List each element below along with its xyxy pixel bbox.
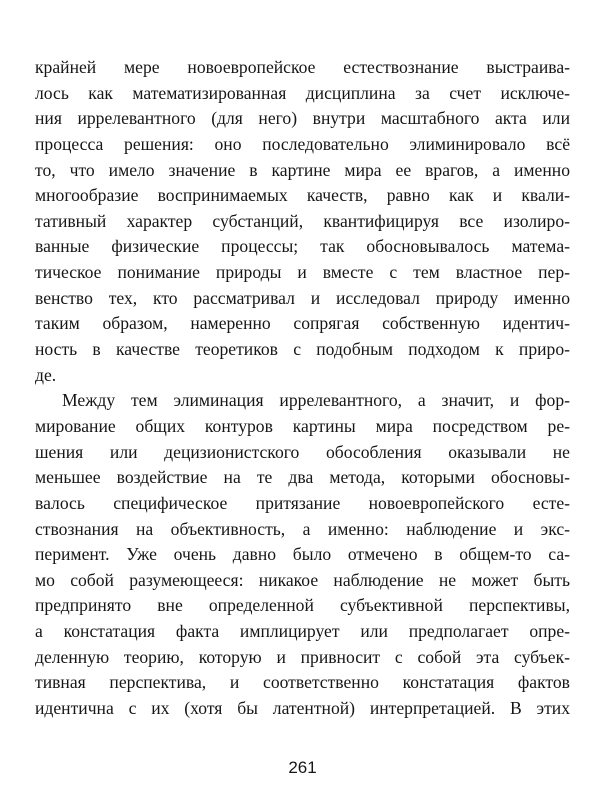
text-line: де. bbox=[35, 364, 57, 385]
text-line: мирование общих контуров картины мира посредством ре- bbox=[35, 415, 570, 436]
text-line: тивная перспектива, и соответственно констатация фактов bbox=[35, 672, 570, 693]
text-line: ванные физические процессы; так обосновывалось матема- bbox=[35, 236, 570, 257]
text-line: мо собой разумеющееся: никакое наблюдение не может быть bbox=[35, 569, 570, 590]
text-line: тическое понимание природы и вместе с тем властное пер- bbox=[35, 262, 570, 283]
page-number: 261 bbox=[288, 758, 317, 777]
text-line: меньшее воздействие на те два метода, которыми обосновы- bbox=[35, 467, 570, 488]
text-line: идентична с их (хотя бы латентной) интерпретацией. В этих bbox=[35, 698, 570, 719]
text-line: Между тем элиминация иррелевантного, а значит, и фор- bbox=[62, 390, 570, 411]
text-line: ния иррелевантного (для него) внутри масштабного акта или bbox=[35, 108, 570, 129]
paragraph-2 bbox=[35, 388, 570, 721]
text-line: перимент. Уже очень давно было отмечено в общем-то са- bbox=[35, 544, 570, 565]
text-line: шения или децизионистского обособления оказывали не bbox=[35, 441, 570, 462]
text-line: лось как математизированная дисциплина за счет исключе- bbox=[35, 82, 570, 103]
text-line: крайней мере новоевропейское естествознание выстраива- bbox=[35, 57, 570, 77]
text-line: многообразие воспринимаемых качеств, равно как и квали- bbox=[35, 185, 570, 206]
body-text bbox=[35, 55, 570, 722]
text-line: таким образом, намеренно сопрягая собственную идентич- bbox=[35, 313, 570, 334]
text-line: тативный характер субстанций, квантифицируя все изолиро- bbox=[35, 210, 570, 231]
text-line: валось специфическое притязание новоевропейского есте- bbox=[35, 492, 570, 513]
text-line: то, что имело значение в картине мира ее врагов, а именно bbox=[35, 159, 570, 180]
text-line: ствознания на объективность, а именно: наблюдение и экс- bbox=[35, 518, 570, 539]
text-line: предпринято вне определенной субъективной перспективы, bbox=[35, 595, 570, 616]
text-line: ность в качестве теоретиков с подобным подходом к приро- bbox=[35, 339, 570, 360]
paragraph-1 bbox=[35, 55, 570, 388]
text-line: а констатация факта имплицирует или предполагает опре- bbox=[35, 621, 570, 642]
text-line: деленную теорию, которую и привносит с собой эта субъек- bbox=[35, 646, 570, 667]
text-line: процесса решения: оно последовательно элиминировало всё bbox=[35, 133, 570, 154]
text-line: венство тех, кто рассматривал и исследовал природу именно bbox=[35, 287, 570, 308]
